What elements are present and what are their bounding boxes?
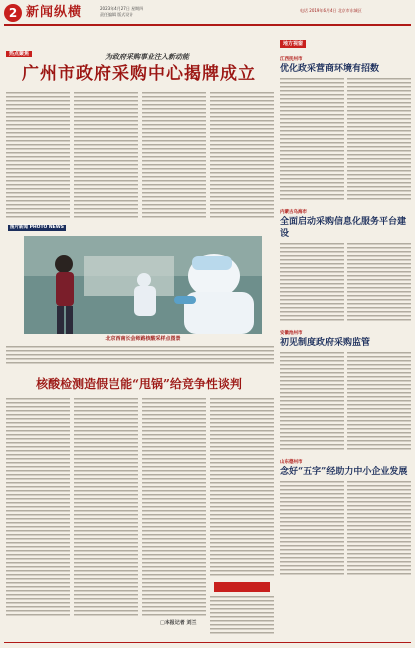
section4-kicker: 山东德州市 bbox=[280, 460, 303, 465]
section4-headline: 念好“五字”经助力中小企业发展 bbox=[280, 467, 408, 477]
section4-text-a bbox=[280, 481, 344, 577]
section1-text-b bbox=[347, 78, 411, 202]
photo-description bbox=[6, 346, 274, 366]
section1-kicker: 江西抚州市 bbox=[280, 57, 303, 62]
article2-col-2 bbox=[74, 398, 138, 618]
editor-line: 责任编辑 版式设计 bbox=[100, 12, 134, 17]
photo-news-label: 图片新闻 PHOTO NEWS bbox=[10, 225, 64, 230]
article2-col-4 bbox=[210, 398, 274, 578]
section3-headline: 初见制度政府采购监管 bbox=[280, 338, 371, 348]
article2-col-3 bbox=[142, 398, 206, 618]
photo-illustration bbox=[24, 236, 262, 334]
masthead-logo: 2 bbox=[4, 4, 22, 22]
section2-text-a bbox=[280, 243, 344, 323]
contact-line: 电话 2019年6月4日 北京市东城区 bbox=[300, 8, 362, 13]
section1-text-a bbox=[280, 78, 344, 202]
article-col-3 bbox=[142, 92, 206, 220]
right-column bbox=[280, 30, 411, 640]
main-subheadline: 为政府采购事业注入新动能 bbox=[105, 52, 189, 61]
issue-date: 2023年4月27日 星期四 bbox=[100, 6, 144, 11]
kicker-label: 热点聚焦 bbox=[6, 51, 32, 57]
section3-text-a bbox=[280, 352, 344, 452]
section3-kicker: 安徽池州市 bbox=[280, 331, 303, 336]
article-col-1 bbox=[6, 92, 70, 220]
section4-text-b bbox=[347, 481, 411, 577]
secondary-headline: 核酸检测造假岂能“甩锅”给竞争性谈判 bbox=[36, 377, 242, 391]
article-col-4 bbox=[210, 92, 274, 220]
article2-col-4b bbox=[210, 596, 274, 636]
footer-rule bbox=[4, 642, 411, 643]
section1-headline: 优化政采营商环境有招数 bbox=[280, 64, 380, 74]
photo-caption: 北京西南长会师路核酸采样点图景 bbox=[105, 336, 181, 342]
column-tag: 地方视窗 bbox=[280, 40, 306, 48]
article2-col-1 bbox=[6, 398, 70, 618]
section2-text-b bbox=[347, 243, 411, 323]
section3-text-b bbox=[347, 352, 411, 452]
masthead-title: 新闻纵横 bbox=[26, 5, 83, 20]
section2-kicker: 内蒙古乌海市 bbox=[280, 210, 307, 215]
news-photo bbox=[24, 236, 262, 334]
byline: □本报记者 刘兰 bbox=[160, 620, 197, 626]
main-headline: 广州市政府采购中心揭牌成立 bbox=[22, 64, 256, 84]
main-kicker bbox=[6, 40, 32, 59]
section-box bbox=[214, 582, 270, 592]
header-rule bbox=[4, 24, 411, 26]
section2-headline: 全面启动采购信息化服务平台建设 bbox=[280, 217, 407, 239]
article-col-2 bbox=[74, 92, 138, 220]
